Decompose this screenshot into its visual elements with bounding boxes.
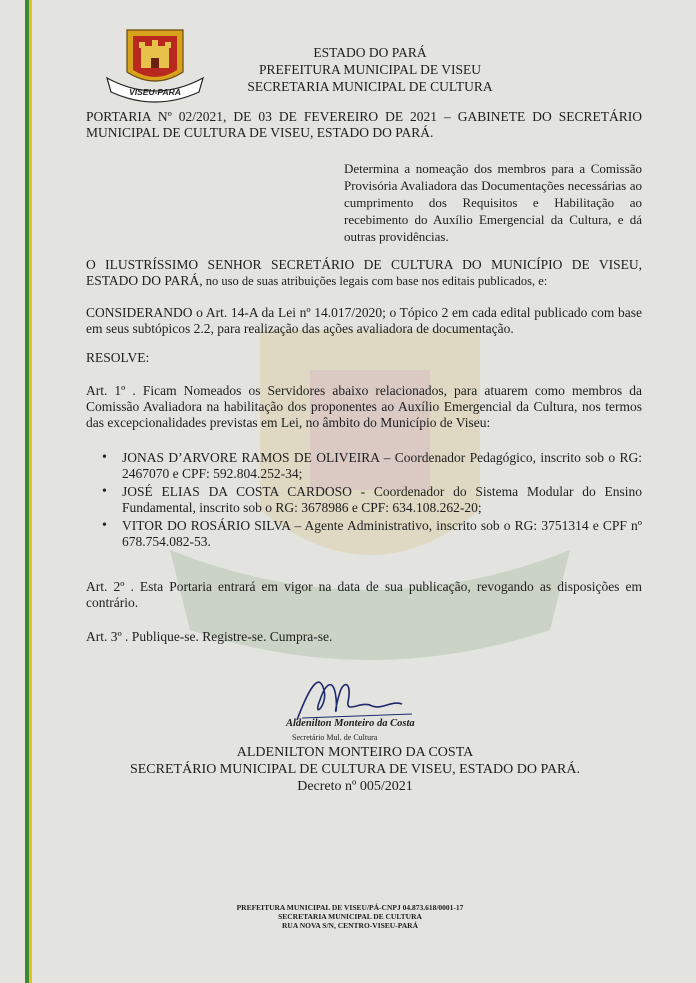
footer-line-3: RUA NOVA S/N, CENTRO-VISEU-PARÁ [282,921,418,930]
document-footer [210,903,490,930]
header-prefecture: PREFEITURA MUNICIPAL DE VISEU [259,62,481,77]
footer-line-1: PREFEITURA MUNICIPAL DE VISEU/PÁ-CNPJ 04.873.618/0001-17 [236,903,464,912]
list-item: • JOSÉ ELIAS DA COSTA CARDOSO - Coordenador do Sistema Modular do Ensino Fundamental, inscrito sob o RG: 3678986 e CPF: 634.108.262-20; [100,484,642,516]
coat-of-arms-logo [105,28,205,104]
members-list [100,450,642,552]
resolve-heading: RESOLVE: [86,350,150,365]
document-header [230,44,510,95]
margin-stripe-yellow [29,0,32,983]
header-state: ESTADO DO PARÁ [313,45,427,60]
article-3: Art. 3º . Publique-se. Registre-se. Cumpra-se. [86,629,333,644]
intro-rest: no uso de suas atribuições legais com base nos editais publicados, e: [202,274,548,288]
signer-name: ALDENILTON MONTEIRO DA COSTA [236,745,474,760]
list-item: • JONAS D’ARVORE RAMOS DE OLIVEIRA – Coordenador Pedagógico, inscrito sob o RG: 2467070 e CPF: 592.804.252-34; [100,450,642,482]
article-1: Art. 1º . Ficam Nomeados os Servidores abaixo relacionados, para atuarem como membros da Comissão Avaliadora na habilitação dos proponentes ao Auxílio Emergencial da Cultura, nos termos das excepcionalidades previstas em Lei, no âmbito do Município de Viseu: [86,383,642,430]
signer-block [110,744,600,795]
signer-role: SECRETÁRIO MUNICIPAL DE CULTURA DE VISEU, ESTADO DO PARÁ. [129,762,581,777]
signer-decree: Decreto nº 005/2021 [297,779,413,794]
ementa: Determina a nomeação dos membros para a Comissão Provisória Avaliadora das Documentações necessárias ao cumprimento dos Requisitos e Habilitação ao recebimento do Auxílio Emergencial da Cultura, e dá outras providências. [344,161,642,244]
article-2: Art. 2º . Esta Portaria entrará em vigor na data de sua publicação, revogando as disposições em contrário. [86,579,642,610]
header-secretariat: SECRETARIA MUNICIPAL DE CULTURA [247,79,493,94]
portaria-title: PORTARIA Nº 02/2021, DE 03 DE FEVEREIRO DE 2021 – GABINETE DO SECRETÁRIO MUNICIPAL DE CULTURA DE VISEU, ESTADO DO PARÁ. [86,109,642,140]
signature-stamp-name: Aldenilton Monteiro da Costa [286,718,415,729]
considerando-paragraph: CONSIDERANDO o Art. 14-A da Lei nº 14.017/2020; o Tópico 2 em cada edital publicado com base em seus subtópicos 2.2, para realização das ações avaliadora de documentação. [86,305,642,336]
intro-caps: O ILUSTRÍSSIMO SENHOR SECRETÁRIO DE CULTURA DO MUNICÍPIO DE VISEU, ESTADO DO PARÁ, [86,257,642,288]
crest-banner-text: VISEU-PARÁ [129,87,181,97]
footer-line-2: SECRETARIA MUNICIPAL DE CULTURA [278,912,422,921]
intro-paragraph [86,257,642,289]
signature-stamp-role: Secretário Mul. de Cultura [292,733,378,742]
list-item: • VITOR DO ROSÁRIO SILVA – Agente Administrativo, inscrito sob o RG: 3751314 e CPF nº 678.754.082-53. [100,518,642,550]
